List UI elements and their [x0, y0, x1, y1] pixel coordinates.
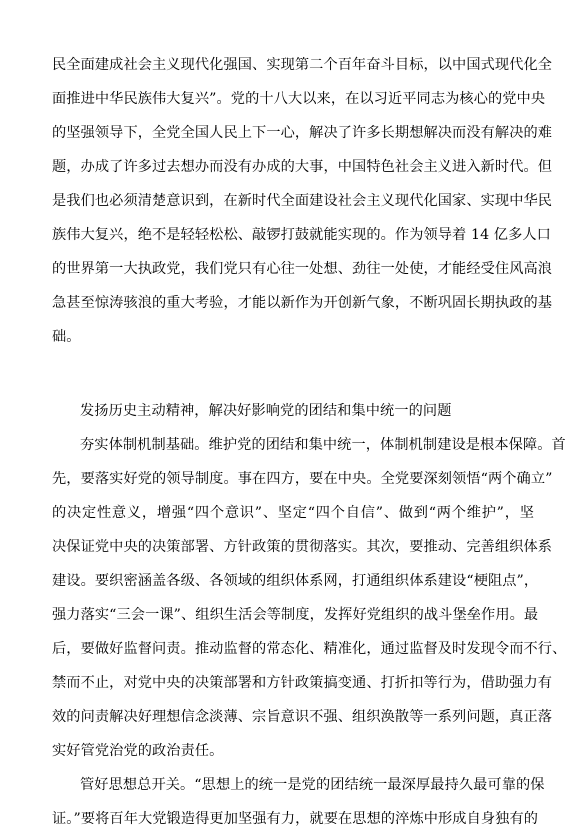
- paragraph-line: 族伟大复兴，绝不是轻轻松松、敲锣打鼓就能实现的。作为领导着 14 亿多人口: [52, 227, 551, 243]
- paragraph-line: 题，办成了许多过去想办而没有办成的大事，中国特色社会主义进入新时代。但: [52, 159, 553, 175]
- paragraph-line: 的世界第一大执政党，我们党只有心往一处想、劲往一处使，才能经受住风高浪: [52, 261, 553, 277]
- paragraph-line: 建设。要织密涵盖各级、各领域的组织体系网，打通组织体系建设“梗阻点”，: [52, 573, 539, 589]
- paragraph-line: 实好管党治党的政治责任。: [52, 743, 224, 759]
- paragraph-line: 急甚至惊涛骇浪的重大考验，才能以新作为开创新气象，不断巩固长期执政的基: [52, 295, 553, 311]
- paragraph-line: 夯实体制机制基础。维护党的团结和集中统一，体制机制建设是根本保障。首: [80, 437, 566, 453]
- paragraph-line: 先，要落实好党的领导制度。事在四方，要在中央。全党要深刻领悟“两个确立”: [52, 471, 553, 487]
- paragraph-line: 的决定性意义，增强“四个意识”、坚定“四个自信”、做到“两个维护”，坚: [52, 505, 534, 521]
- paragraph-line: 民全面建成社会主义现代化强国、实现第二个百年奋斗目标，以中国式现代化全: [52, 57, 553, 73]
- paragraph-line: 决保证党中央的决策部署、方针政策的贯彻落实。其次，要推动、完善组织体系: [52, 539, 553, 555]
- paragraph-line: 禁而不止，对党中央的决策部署和方针政策搞变通、打折扣等行为，借助强力有: [52, 675, 553, 691]
- paragraph-line: 面推进中华民族伟大复兴”。党的十八大以来，在以习近平同志为核心的党中央: [52, 91, 546, 107]
- paragraph-line: 后，要做好监督问责。推动监督的常态化、精准化，通过监督及时发现令而不行、: [52, 641, 567, 657]
- paragraph-line: 证。”要将百年大党锻造得更加坚强有力，就要在思想的淬炼中形成自身独有的: [52, 811, 539, 827]
- paragraph-line: 是我们也必须清楚意识到，在新时代全面建设社会主义现代化国家、实现中华民: [52, 193, 553, 209]
- paragraph-line: 管好思想总开关。“思想上的统一是党的团结统一最深厚最持久最可靠的保: [80, 777, 545, 793]
- paragraph-line: 效的问责解决好理想信念淡薄、宗旨意识不强、组织涣散等一系列问题，真正落: [52, 709, 553, 725]
- paragraph-line: 强力落实“三会一课”、组织生活会等制度，发挥好党组织的战斗堡垒作用。最: [52, 607, 539, 623]
- section-heading: 发扬历史主动精神，解决好影响党的团结和集中统一的问题: [80, 403, 452, 419]
- paragraph-line: 的坚强领导下，全党全国人民上下一心，解决了许多长期想解决而没有解决的难: [52, 125, 553, 141]
- paragraph-line: 础。: [52, 329, 81, 345]
